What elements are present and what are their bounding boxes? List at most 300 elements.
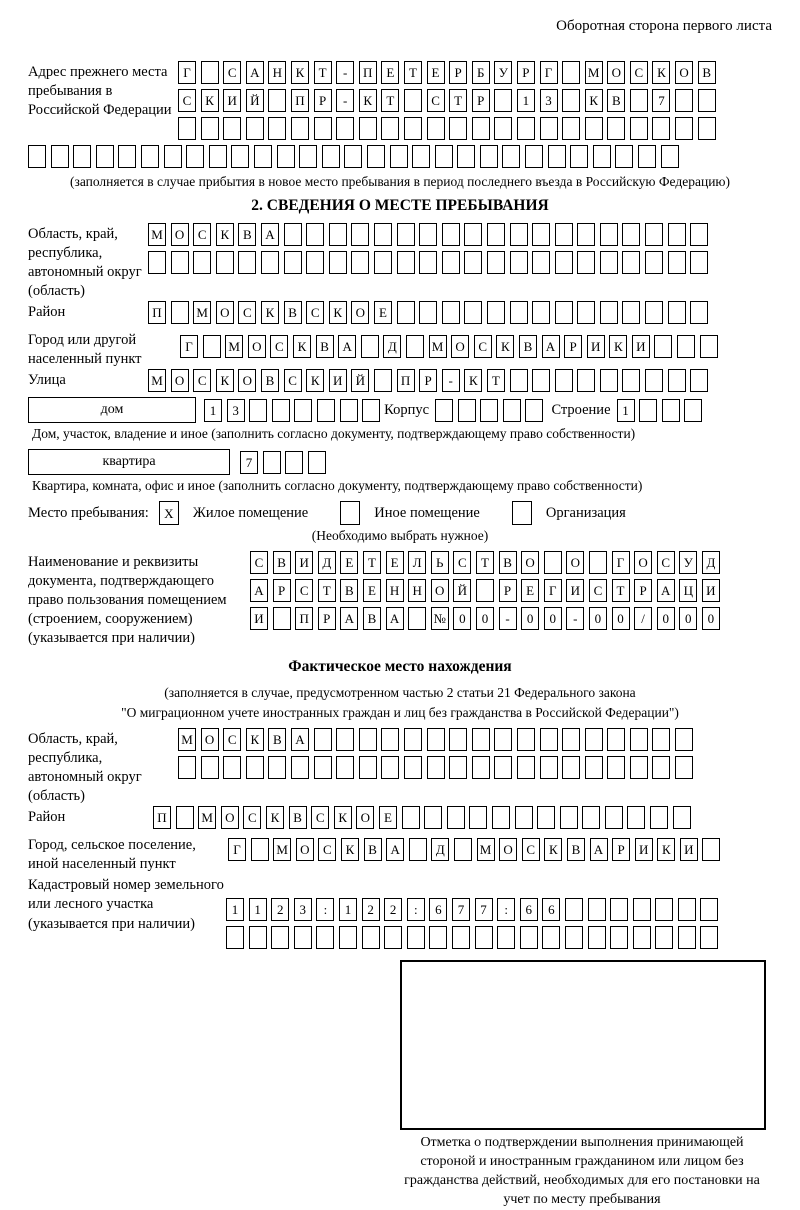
char-box[interactable]: П <box>359 61 377 84</box>
char-box[interactable]: О <box>248 335 266 358</box>
char-box[interactable] <box>589 551 607 574</box>
char-box[interactable] <box>654 335 672 358</box>
char-box[interactable]: В <box>499 551 517 574</box>
stay-type-checkbox-residential[interactable]: X <box>159 501 179 525</box>
char-box[interactable]: К <box>609 335 627 358</box>
char-box[interactable] <box>582 806 600 829</box>
char-box[interactable] <box>652 756 670 779</box>
char-box[interactable] <box>472 728 490 751</box>
char-box[interactable] <box>223 756 241 779</box>
char-box[interactable]: К <box>334 806 352 829</box>
char-box[interactable] <box>600 223 618 246</box>
char-box[interactable]: О <box>566 551 584 574</box>
actual-city-row[interactable] <box>228 838 772 861</box>
char-box[interactable] <box>662 399 680 422</box>
char-box[interactable]: У <box>679 551 697 574</box>
char-box[interactable]: М <box>178 728 196 751</box>
char-box[interactable] <box>367 145 385 168</box>
char-box[interactable]: Б <box>472 61 490 84</box>
char-box[interactable]: Т <box>449 89 467 112</box>
char-box[interactable]: С <box>295 579 313 602</box>
char-box[interactable]: Г <box>612 551 630 574</box>
char-box[interactable] <box>675 89 693 112</box>
char-box[interactable]: Р <box>449 61 467 84</box>
char-box[interactable] <box>555 251 573 274</box>
char-box[interactable] <box>622 369 640 392</box>
char-box[interactable]: О <box>499 838 517 861</box>
char-box[interactable]: С <box>238 301 256 324</box>
char-box[interactable]: 0 <box>544 607 562 630</box>
char-box[interactable] <box>487 251 505 274</box>
char-box[interactable] <box>675 117 693 140</box>
char-box[interactable]: Г <box>178 61 196 84</box>
char-box[interactable]: Д <box>383 335 401 358</box>
char-box[interactable] <box>517 117 535 140</box>
char-box[interactable] <box>186 145 204 168</box>
char-box[interactable] <box>359 117 377 140</box>
char-box[interactable] <box>374 223 392 246</box>
char-box[interactable]: О <box>221 806 239 829</box>
char-box[interactable] <box>340 399 358 422</box>
char-box[interactable]: 2 <box>362 898 380 921</box>
char-box[interactable] <box>178 117 196 140</box>
char-box[interactable] <box>419 223 437 246</box>
char-box[interactable] <box>585 756 603 779</box>
char-box[interactable]: С <box>243 806 261 829</box>
char-box[interactable]: И <box>680 838 698 861</box>
char-box[interactable] <box>73 145 91 168</box>
prev-address-row-3[interactable] <box>178 117 772 140</box>
char-box[interactable] <box>600 301 618 324</box>
char-box[interactable]: К <box>329 301 347 324</box>
char-box[interactable] <box>201 61 219 84</box>
char-box[interactable]: М <box>193 301 211 324</box>
char-box[interactable] <box>502 145 520 168</box>
char-box[interactable] <box>412 145 430 168</box>
char-box[interactable] <box>678 926 696 949</box>
char-box[interactable] <box>476 579 494 602</box>
stroenie-boxes[interactable] <box>617 399 703 422</box>
char-box[interactable]: П <box>291 89 309 112</box>
document-row-2[interactable] <box>250 579 772 602</box>
char-box[interactable] <box>351 223 369 246</box>
char-box[interactable]: 7 <box>652 89 670 112</box>
char-box[interactable] <box>627 806 645 829</box>
char-box[interactable] <box>607 756 625 779</box>
char-box[interactable] <box>540 756 558 779</box>
char-box[interactable] <box>306 223 324 246</box>
char-box[interactable] <box>362 926 380 949</box>
char-box[interactable] <box>381 728 399 751</box>
char-box[interactable] <box>285 451 303 474</box>
char-box[interactable] <box>246 756 264 779</box>
char-box[interactable] <box>362 399 380 422</box>
char-box[interactable] <box>622 251 640 274</box>
char-box[interactable] <box>700 898 718 921</box>
char-box[interactable]: Г <box>544 579 562 602</box>
char-box[interactable] <box>690 251 708 274</box>
char-box[interactable]: Р <box>472 89 490 112</box>
prev-address-row-1[interactable] <box>178 61 772 84</box>
char-box[interactable] <box>322 145 340 168</box>
char-box[interactable] <box>633 926 651 949</box>
char-box[interactable] <box>164 145 182 168</box>
char-box[interactable]: С <box>193 223 211 246</box>
char-box[interactable]: И <box>223 89 241 112</box>
char-box[interactable] <box>503 399 521 422</box>
char-box[interactable] <box>409 838 427 861</box>
char-box[interactable]: Е <box>381 61 399 84</box>
char-box[interactable]: Т <box>612 579 630 602</box>
cadastre-row-2[interactable] <box>226 926 772 949</box>
char-box[interactable]: В <box>273 551 291 574</box>
char-box[interactable] <box>610 926 628 949</box>
char-box[interactable]: Т <box>314 61 332 84</box>
char-box[interactable] <box>494 756 512 779</box>
char-box[interactable] <box>532 223 550 246</box>
char-box[interactable] <box>251 838 269 861</box>
char-box[interactable]: Л <box>408 551 426 574</box>
char-box[interactable] <box>615 145 633 168</box>
char-box[interactable]: : <box>497 898 515 921</box>
char-box[interactable] <box>291 756 309 779</box>
char-box[interactable] <box>178 756 196 779</box>
house-type-box[interactable]: дом <box>28 397 196 423</box>
cadastre-row-1[interactable] <box>226 898 772 921</box>
char-box[interactable]: Н <box>386 579 404 602</box>
char-box[interactable] <box>238 251 256 274</box>
region-row-1[interactable] <box>148 223 772 246</box>
char-box[interactable] <box>492 806 510 829</box>
char-box[interactable] <box>435 399 453 422</box>
char-box[interactable]: В <box>289 806 307 829</box>
char-box[interactable] <box>268 756 286 779</box>
char-box[interactable]: К <box>291 61 309 84</box>
char-box[interactable] <box>638 145 656 168</box>
char-box[interactable]: И <box>566 579 584 602</box>
char-box[interactable]: О <box>675 61 693 84</box>
char-box[interactable] <box>273 607 291 630</box>
char-box[interactable] <box>203 335 221 358</box>
char-box[interactable] <box>404 89 422 112</box>
char-box[interactable] <box>698 89 716 112</box>
document-row-1[interactable] <box>250 551 772 574</box>
actual-region-row-1[interactable] <box>178 728 772 751</box>
char-box[interactable] <box>605 806 623 829</box>
char-box[interactable] <box>429 926 447 949</box>
char-box[interactable]: О <box>521 551 539 574</box>
char-box[interactable]: П <box>153 806 171 829</box>
char-box[interactable]: 0 <box>702 607 720 630</box>
char-box[interactable] <box>690 369 708 392</box>
char-box[interactable] <box>570 145 588 168</box>
char-box[interactable] <box>472 756 490 779</box>
char-box[interactable] <box>404 117 422 140</box>
char-box[interactable]: Т <box>318 579 336 602</box>
char-box[interactable] <box>359 728 377 751</box>
char-box[interactable] <box>226 926 244 949</box>
char-box[interactable] <box>577 369 595 392</box>
char-box[interactable]: 7 <box>475 898 493 921</box>
char-box[interactable] <box>209 145 227 168</box>
street-row[interactable] <box>148 369 772 392</box>
char-box[interactable] <box>339 926 357 949</box>
char-box[interactable] <box>510 251 528 274</box>
char-box[interactable] <box>284 251 302 274</box>
char-box[interactable]: О <box>238 369 256 392</box>
char-box[interactable] <box>555 223 573 246</box>
char-box[interactable]: - <box>336 89 354 112</box>
char-box[interactable] <box>639 399 657 422</box>
char-box[interactable] <box>381 756 399 779</box>
char-box[interactable] <box>216 251 234 274</box>
prev-address-row-2[interactable] <box>178 89 772 112</box>
char-box[interactable]: - <box>442 369 460 392</box>
char-box[interactable] <box>630 89 648 112</box>
char-box[interactable]: 0 <box>476 607 494 630</box>
char-box[interactable] <box>148 251 166 274</box>
char-box[interactable]: 1 <box>517 89 535 112</box>
char-box[interactable] <box>510 301 528 324</box>
char-box[interactable]: 7 <box>240 451 258 474</box>
char-box[interactable] <box>675 756 693 779</box>
char-box[interactable] <box>684 399 702 422</box>
char-box[interactable]: Н <box>408 579 426 602</box>
char-box[interactable] <box>520 926 538 949</box>
char-box[interactable]: О <box>171 223 189 246</box>
char-box[interactable] <box>291 117 309 140</box>
char-box[interactable] <box>277 145 295 168</box>
char-box[interactable] <box>374 251 392 274</box>
char-box[interactable] <box>294 926 312 949</box>
char-box[interactable]: В <box>316 335 334 358</box>
char-box[interactable]: О <box>607 61 625 84</box>
char-box[interactable] <box>452 926 470 949</box>
char-box[interactable]: : <box>316 898 334 921</box>
char-box[interactable] <box>700 335 718 358</box>
char-box[interactable] <box>690 223 708 246</box>
char-box[interactable] <box>645 369 663 392</box>
char-box[interactable] <box>201 117 219 140</box>
char-box[interactable] <box>447 806 465 829</box>
char-box[interactable] <box>548 145 566 168</box>
char-box[interactable] <box>427 117 445 140</box>
char-box[interactable]: К <box>261 301 279 324</box>
char-box[interactable] <box>588 926 606 949</box>
char-box[interactable] <box>336 756 354 779</box>
char-box[interactable] <box>442 301 460 324</box>
char-box[interactable]: В <box>567 838 585 861</box>
char-box[interactable]: 0 <box>521 607 539 630</box>
char-box[interactable]: 1 <box>617 399 635 422</box>
char-box[interactable] <box>96 145 114 168</box>
char-box[interactable] <box>397 223 415 246</box>
char-box[interactable] <box>249 926 267 949</box>
char-box[interactable] <box>537 806 555 829</box>
char-box[interactable] <box>407 926 425 949</box>
char-box[interactable]: М <box>273 838 291 861</box>
char-box[interactable] <box>600 251 618 274</box>
char-box[interactable] <box>193 251 211 274</box>
char-box[interactable]: А <box>250 579 268 602</box>
char-box[interactable]: Н <box>268 61 286 84</box>
char-box[interactable]: 0 <box>453 607 471 630</box>
char-box[interactable]: А <box>657 579 675 602</box>
char-box[interactable]: И <box>632 335 650 358</box>
stay-type-checkbox-other-premises[interactable] <box>340 501 360 525</box>
char-box[interactable] <box>442 251 460 274</box>
char-box[interactable] <box>316 926 334 949</box>
char-box[interactable] <box>374 369 392 392</box>
char-box[interactable] <box>261 251 279 274</box>
char-box[interactable] <box>652 728 670 751</box>
char-box[interactable]: В <box>519 335 537 358</box>
char-box[interactable] <box>268 117 286 140</box>
char-box[interactable]: В <box>363 607 381 630</box>
char-box[interactable] <box>542 926 560 949</box>
char-box[interactable]: Т <box>476 551 494 574</box>
prev-address-row-4[interactable] <box>28 145 772 168</box>
char-box[interactable]: С <box>306 301 324 324</box>
char-box[interactable] <box>480 145 498 168</box>
char-box[interactable]: С <box>223 61 241 84</box>
char-box[interactable] <box>698 117 716 140</box>
char-box[interactable] <box>525 399 543 422</box>
char-box[interactable]: И <box>702 579 720 602</box>
char-box[interactable]: П <box>295 607 313 630</box>
char-box[interactable] <box>630 728 648 751</box>
char-box[interactable] <box>510 223 528 246</box>
char-box[interactable]: М <box>477 838 495 861</box>
char-box[interactable] <box>494 89 512 112</box>
char-box[interactable]: 0 <box>589 607 607 630</box>
char-box[interactable]: О <box>634 551 652 574</box>
char-box[interactable] <box>577 301 595 324</box>
char-box[interactable]: 2 <box>384 898 402 921</box>
char-box[interactable]: Ц <box>679 579 697 602</box>
char-box[interactable]: Е <box>374 301 392 324</box>
char-box[interactable]: А <box>386 838 404 861</box>
char-box[interactable]: 1 <box>249 898 267 921</box>
char-box[interactable] <box>668 369 686 392</box>
char-box[interactable] <box>645 223 663 246</box>
char-box[interactable] <box>544 551 562 574</box>
char-box[interactable]: 6 <box>520 898 538 921</box>
char-box[interactable] <box>118 145 136 168</box>
char-box[interactable] <box>562 61 580 84</box>
char-box[interactable]: В <box>238 223 256 246</box>
char-box[interactable] <box>317 399 335 422</box>
char-box[interactable] <box>171 251 189 274</box>
char-box[interactable] <box>397 251 415 274</box>
char-box[interactable]: : <box>407 898 425 921</box>
char-box[interactable] <box>449 117 467 140</box>
char-box[interactable]: К <box>359 89 377 112</box>
char-box[interactable] <box>231 145 249 168</box>
char-box[interactable]: Г <box>540 61 558 84</box>
char-box[interactable] <box>645 301 663 324</box>
char-box[interactable]: Р <box>634 579 652 602</box>
char-box[interactable] <box>284 223 302 246</box>
char-box[interactable]: Д <box>702 551 720 574</box>
char-box[interactable]: 6 <box>542 898 560 921</box>
char-box[interactable]: Й <box>351 369 369 392</box>
char-box[interactable]: А <box>386 607 404 630</box>
char-box[interactable]: К <box>216 369 234 392</box>
char-box[interactable] <box>271 926 289 949</box>
char-box[interactable]: О <box>431 579 449 602</box>
char-box[interactable]: А <box>340 607 358 630</box>
char-box[interactable] <box>254 145 272 168</box>
char-box[interactable] <box>562 756 580 779</box>
char-box[interactable]: / <box>634 607 652 630</box>
char-box[interactable] <box>525 145 543 168</box>
char-box[interactable]: Е <box>386 551 404 574</box>
char-box[interactable] <box>469 806 487 829</box>
char-box[interactable]: Т <box>404 61 422 84</box>
char-box[interactable]: 3 <box>540 89 558 112</box>
char-box[interactable] <box>678 898 696 921</box>
char-box[interactable]: М <box>429 335 447 358</box>
char-box[interactable]: С <box>427 89 445 112</box>
char-box[interactable]: 7 <box>452 898 470 921</box>
char-box[interactable] <box>562 728 580 751</box>
char-box[interactable] <box>588 898 606 921</box>
apartment-number-boxes[interactable] <box>240 451 326 474</box>
char-box[interactable] <box>272 399 290 422</box>
char-box[interactable]: М <box>148 223 166 246</box>
char-box[interactable]: И <box>295 551 313 574</box>
char-box[interactable]: Е <box>363 579 381 602</box>
char-box[interactable]: Е <box>427 61 445 84</box>
char-box[interactable] <box>390 145 408 168</box>
char-box[interactable] <box>427 728 445 751</box>
char-box[interactable]: С <box>453 551 471 574</box>
char-box[interactable]: Ь <box>431 551 449 574</box>
char-box[interactable] <box>384 926 402 949</box>
char-box[interactable] <box>268 89 286 112</box>
char-box[interactable] <box>585 728 603 751</box>
char-box[interactable]: - <box>566 607 584 630</box>
char-box[interactable]: С <box>318 838 336 861</box>
char-box[interactable]: С <box>178 89 196 112</box>
char-box[interactable]: В <box>284 301 302 324</box>
char-box[interactable] <box>700 926 718 949</box>
char-box[interactable] <box>532 251 550 274</box>
char-box[interactable] <box>406 335 424 358</box>
char-box[interactable]: К <box>216 223 234 246</box>
char-box[interactable]: Р <box>564 335 582 358</box>
char-box[interactable] <box>408 607 426 630</box>
char-box[interactable] <box>702 838 720 861</box>
char-box[interactable]: К <box>306 369 324 392</box>
char-box[interactable]: М <box>148 369 166 392</box>
char-box[interactable] <box>560 806 578 829</box>
char-box[interactable]: 0 <box>679 607 697 630</box>
char-box[interactable] <box>171 301 189 324</box>
char-box[interactable] <box>668 251 686 274</box>
char-box[interactable] <box>497 926 515 949</box>
char-box[interactable] <box>449 756 467 779</box>
char-box[interactable] <box>532 301 550 324</box>
char-box[interactable] <box>141 145 159 168</box>
char-box[interactable] <box>306 251 324 274</box>
char-box[interactable]: 1 <box>226 898 244 921</box>
char-box[interactable] <box>314 756 332 779</box>
char-box[interactable]: 0 <box>657 607 675 630</box>
district-row[interactable] <box>148 301 772 324</box>
char-box[interactable]: О <box>201 728 219 751</box>
